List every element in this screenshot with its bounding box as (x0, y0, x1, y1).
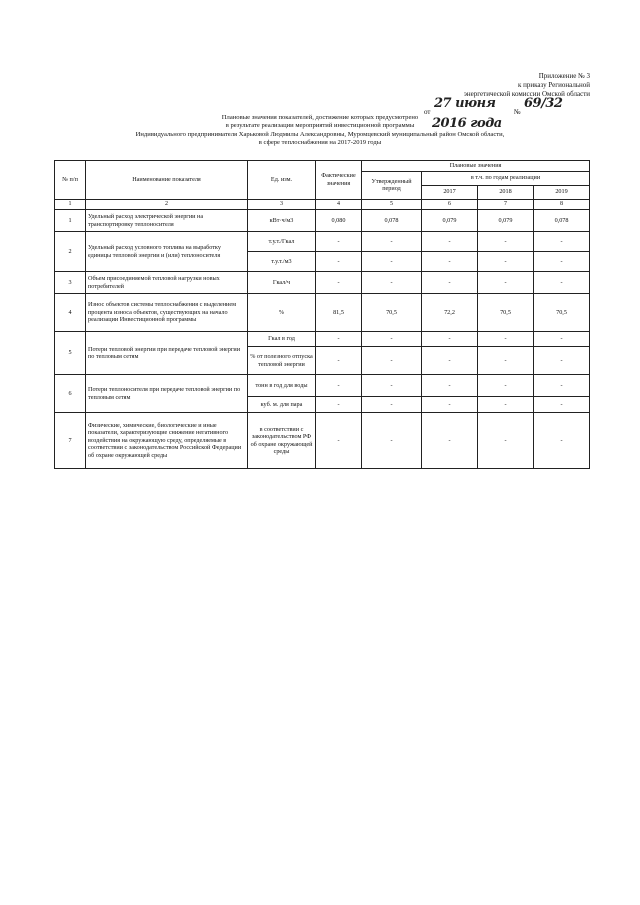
row-unit: т.у.т./Гкал (248, 232, 316, 252)
header-num: № п/п (55, 161, 86, 200)
row-num: 1 (55, 210, 86, 232)
row-2017: - (422, 413, 478, 469)
col-number: 1 (55, 199, 86, 210)
appendix-line: энергетической комиссии Омской области (463, 90, 590, 98)
number-label: № (514, 108, 521, 116)
row-2017: - (422, 232, 478, 252)
col-number: 6 (422, 199, 478, 210)
row-2018: 0,079 (478, 210, 534, 232)
table-row (55, 413, 590, 469)
header-year-2018: 2018 (478, 185, 534, 199)
row-unit: % (248, 294, 316, 332)
title-line: Индивидуального предпринимателя Харьковой Людмилы Александровны, Муромцевский муниципальный район Омской области, (135, 130, 505, 138)
col-number: 3 (248, 199, 316, 210)
header-year-2017: 2017 (422, 185, 478, 199)
row-num: 6 (55, 375, 86, 413)
row-actual: - (316, 332, 362, 347)
header-approved: Утвержденный период (362, 171, 422, 199)
row-approved: 0,078 (362, 210, 422, 232)
table-row (55, 272, 590, 294)
row-2019: - (534, 272, 590, 294)
row-2019: - (534, 347, 590, 375)
row-2017: - (422, 252, 478, 272)
row-2018: - (478, 375, 534, 397)
row-2018: - (478, 397, 534, 413)
row-name: Удельный расход условного топлива на выработку единицы тепловой энергии и (или) теплоносителя (86, 232, 248, 272)
row-actual: 81,5 (316, 294, 362, 332)
row-approved: - (362, 232, 422, 252)
title-line: в результате реализации мероприятий инвестиционной программы (225, 122, 415, 130)
row-num: 4 (55, 294, 86, 332)
row-2017: - (422, 332, 478, 347)
row-2017: - (422, 375, 478, 397)
row-unit: кВт·ч/м3 (248, 210, 316, 232)
row-approved: - (362, 375, 422, 397)
row-actual: - (316, 252, 362, 272)
row-unit: Гкал в год (248, 332, 316, 347)
row-actual: - (316, 347, 362, 375)
row-2019: - (534, 375, 590, 397)
from-label: от (424, 108, 431, 116)
row-num: 7 (55, 413, 86, 469)
row-approved: - (362, 272, 422, 294)
col-number: 4 (316, 199, 362, 210)
table-row (55, 332, 590, 347)
row-2017: - (422, 272, 478, 294)
row-2018: - (478, 232, 534, 252)
col-number: 8 (534, 199, 590, 210)
row-2019: - (534, 232, 590, 252)
row-2019: 0,078 (534, 210, 590, 232)
row-num: 2 (55, 232, 86, 272)
title-line: Плановые значения показателей, достижение которых предусмотрено (221, 114, 419, 121)
row-actual: 0,080 (316, 210, 362, 232)
row-actual: - (316, 413, 362, 469)
col-number: 2 (86, 199, 248, 210)
row-2019: - (534, 252, 590, 272)
header-by-years: в т.ч. по годам реализации (422, 171, 590, 185)
row-2019: - (534, 397, 590, 413)
appendix-line: к приказу Региональной (517, 81, 590, 89)
row-actual: - (316, 232, 362, 252)
row-name: Удельный расход электрической энергии на транспортировку теплоносителя (86, 210, 248, 232)
row-name: Физические, химические, биологические и иные показатели, характеризующие снижение негативного воздействия на окружающую среду, определяемые в соответствии с законодательством Российской Федерации об охране окружающей среды (86, 413, 248, 469)
handwritten-year: 2016 года (432, 116, 502, 131)
row-actual: - (316, 397, 362, 413)
indicators-table (54, 160, 590, 469)
row-num: 3 (55, 272, 86, 294)
row-unit: куб. м. для пара (248, 397, 316, 413)
handwritten-number: 69/32 (524, 96, 563, 111)
row-2017: - (422, 397, 478, 413)
row-2019: - (534, 332, 590, 347)
header-row (55, 161, 590, 172)
row-num: 5 (55, 332, 86, 375)
row-approved: 70,5 (362, 294, 422, 332)
row-approved: - (362, 347, 422, 375)
row-2018: - (478, 252, 534, 272)
handwritten-date: 27 июня (434, 96, 496, 111)
row-2018: - (478, 413, 534, 469)
row-unit: тонн в год для воды (248, 375, 316, 397)
row-unit: в соответствии с законодательством РФ об охране окружающей среды (248, 413, 316, 469)
document-title (80, 114, 560, 148)
row-unit: % от полезного отпуска тепловой энергии (248, 347, 316, 375)
appendix-line: Приложение № 3 (538, 72, 590, 80)
title-line: в сфере теплоснабжения на 2017-2019 годы (258, 139, 382, 147)
row-actual: - (316, 272, 362, 294)
row-approved: - (362, 332, 422, 347)
table-row (55, 294, 590, 332)
row-unit: т.у.т./м3 (248, 252, 316, 272)
row-actual: - (316, 375, 362, 397)
header-actual: Фактические значения (316, 161, 362, 200)
row-name: Объем присоединяемой тепловой нагрузки новых потребителей (86, 272, 248, 294)
table-row (55, 375, 590, 397)
header-unit: Ед. изм. (248, 161, 316, 200)
row-2017: - (422, 347, 478, 375)
row-approved: - (362, 413, 422, 469)
row-name: Износ объектов системы теплоснабжения с выделением процента износа объектов, существующих на начало реализации Инвестиционной программы (86, 294, 248, 332)
table-row (55, 232, 590, 252)
row-name: Потери тепловой энергии при передаче тепловой энергии по тепловым сетям (86, 332, 248, 375)
row-2019: 70,5 (534, 294, 590, 332)
col-number: 7 (478, 199, 534, 210)
row-name: Потери теплоносителя при передаче тепловой энергии по тепловым сетям (86, 375, 248, 413)
column-numbers-row (55, 199, 590, 210)
row-approved: - (362, 397, 422, 413)
row-2018: 70,5 (478, 294, 534, 332)
row-unit: Гкал/ч (248, 272, 316, 294)
col-number: 5 (362, 199, 422, 210)
row-2018: - (478, 272, 534, 294)
row-2018: - (478, 347, 534, 375)
header-planned: Плановые значения (362, 161, 590, 172)
header-year-2019: 2019 (534, 185, 590, 199)
row-approved: - (362, 252, 422, 272)
header-name: Наименование показателя (86, 161, 248, 200)
row-2017: 0,079 (422, 210, 478, 232)
table-row (55, 210, 590, 232)
row-2018: - (478, 332, 534, 347)
row-2019: - (534, 413, 590, 469)
row-2017: 72,2 (422, 294, 478, 332)
